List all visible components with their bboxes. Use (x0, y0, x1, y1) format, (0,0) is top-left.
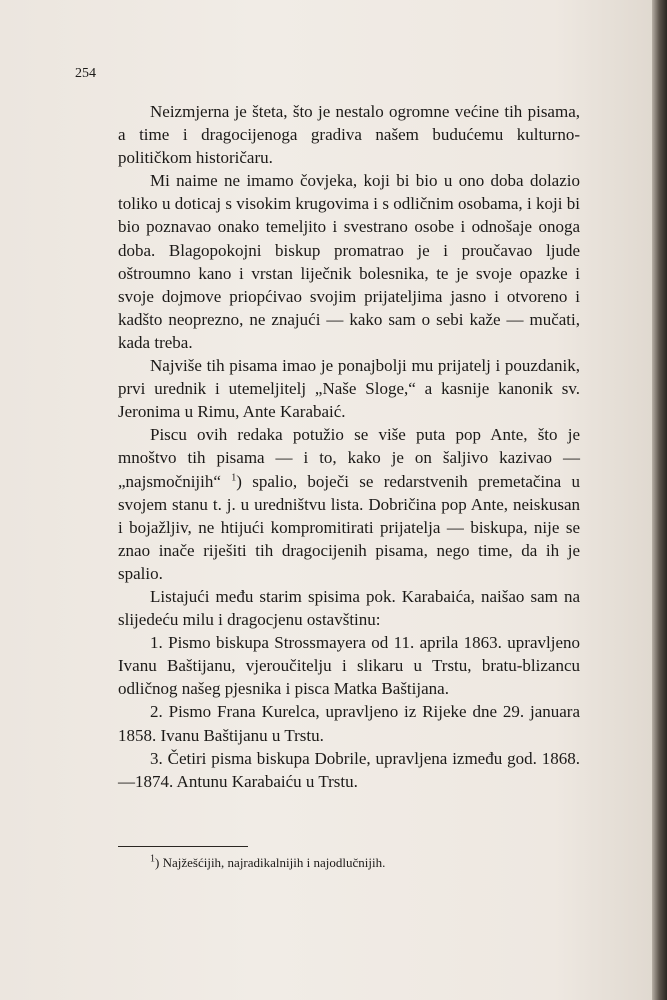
footnote-mark: 1 (150, 853, 155, 865)
paragraph-1: Neizmjerna je šteta, što je nestalo ogromne većine tih pisama, a time i dragocijenoga gradiva našem budućemu kulturno-političkom historičaru. (118, 102, 580, 168)
book-spine-shadow (652, 0, 667, 1000)
body-text (118, 100, 580, 793)
paragraph-5: Listajući među starim spisima pok. Karabaića, naišao sam na slijedeću milu i dragocjenu ostavštinu: (118, 586, 580, 630)
paragraph-4-text-b: ) spalio, boječi se redarstvenih premetačina u svojem stanu t. j. u uredništvu lista. Dobričina pop Ante, neiskusan i bojažljiv, ne htijući kompromitirati prijatelja — biskupa, nije se znao inače riješiti tih dragocijenih pisama, nego time, da ih je spalio. (118, 471, 581, 583)
paragraph-4 (118, 423, 580, 585)
paragraph-2: Mi naime ne imamo čovjeka, koji bi bio u ono doba dolazio toliko u doticaj s visokim krugovima i s odličnim osobama, i koji bi bio poznavao onako temeljito i svestrano osobe i odnošaje onoga doba. Blagopokojni biskup promatrao je i proučavao ljude oštroumno kano i vrstan liječnik bolesnika, te je svoje opazke i svoje dojmove priopćivao svojim prijateljima jasno i otvoreno i kadšto neoprezno, ne znajući — kako sam o sebi kaže — mučati, kada treba. (118, 171, 580, 352)
footnote-divider (118, 846, 248, 847)
footnote-reference: 1 (231, 471, 237, 483)
list-item-3: 3. Četiri pisma biskupa Dobrile, upravljena između god. 1868.—1874. Antunu Karabaiću u Trstu. (118, 748, 580, 791)
paragraph-4-text-a: Piscu ovih redaka potužio se više puta pop Ante, što je mnoštvo tih pisama — i to, kako je on šaljivo kazivao — „najsmočnijih“ (118, 425, 580, 491)
paragraph-3: Najviše tih pisama imao je ponajbolji mu prijatelj i pouzdanik, prvi urednik i utemeljitelj „Naše Sloge,“ a kasnije kanonik sv. Jeronima u Rimu, Ante Karabaić. (118, 356, 580, 422)
footnote-text: ) Najžešćijih, najradikalnijih i najodlučnijih. (155, 855, 386, 870)
list-item-2: 2. Pismo Frana Kurelca, upravljeno iz Rijeke dne 29. januara 1858. Ivanu Baštijanu u Trstu. (118, 702, 580, 745)
list-item-1: 1. Pismo biskupa Strossmayera od 11. aprila 1863. upravljeno Ivanu Baštijanu, vjeroučitelju i slikaru u Trstu, bratu-blizancu odličnog našeg pjesnika i pisca Matka Baštijana. (118, 633, 580, 699)
page-number: 254 (75, 66, 96, 81)
footnote (150, 855, 385, 871)
